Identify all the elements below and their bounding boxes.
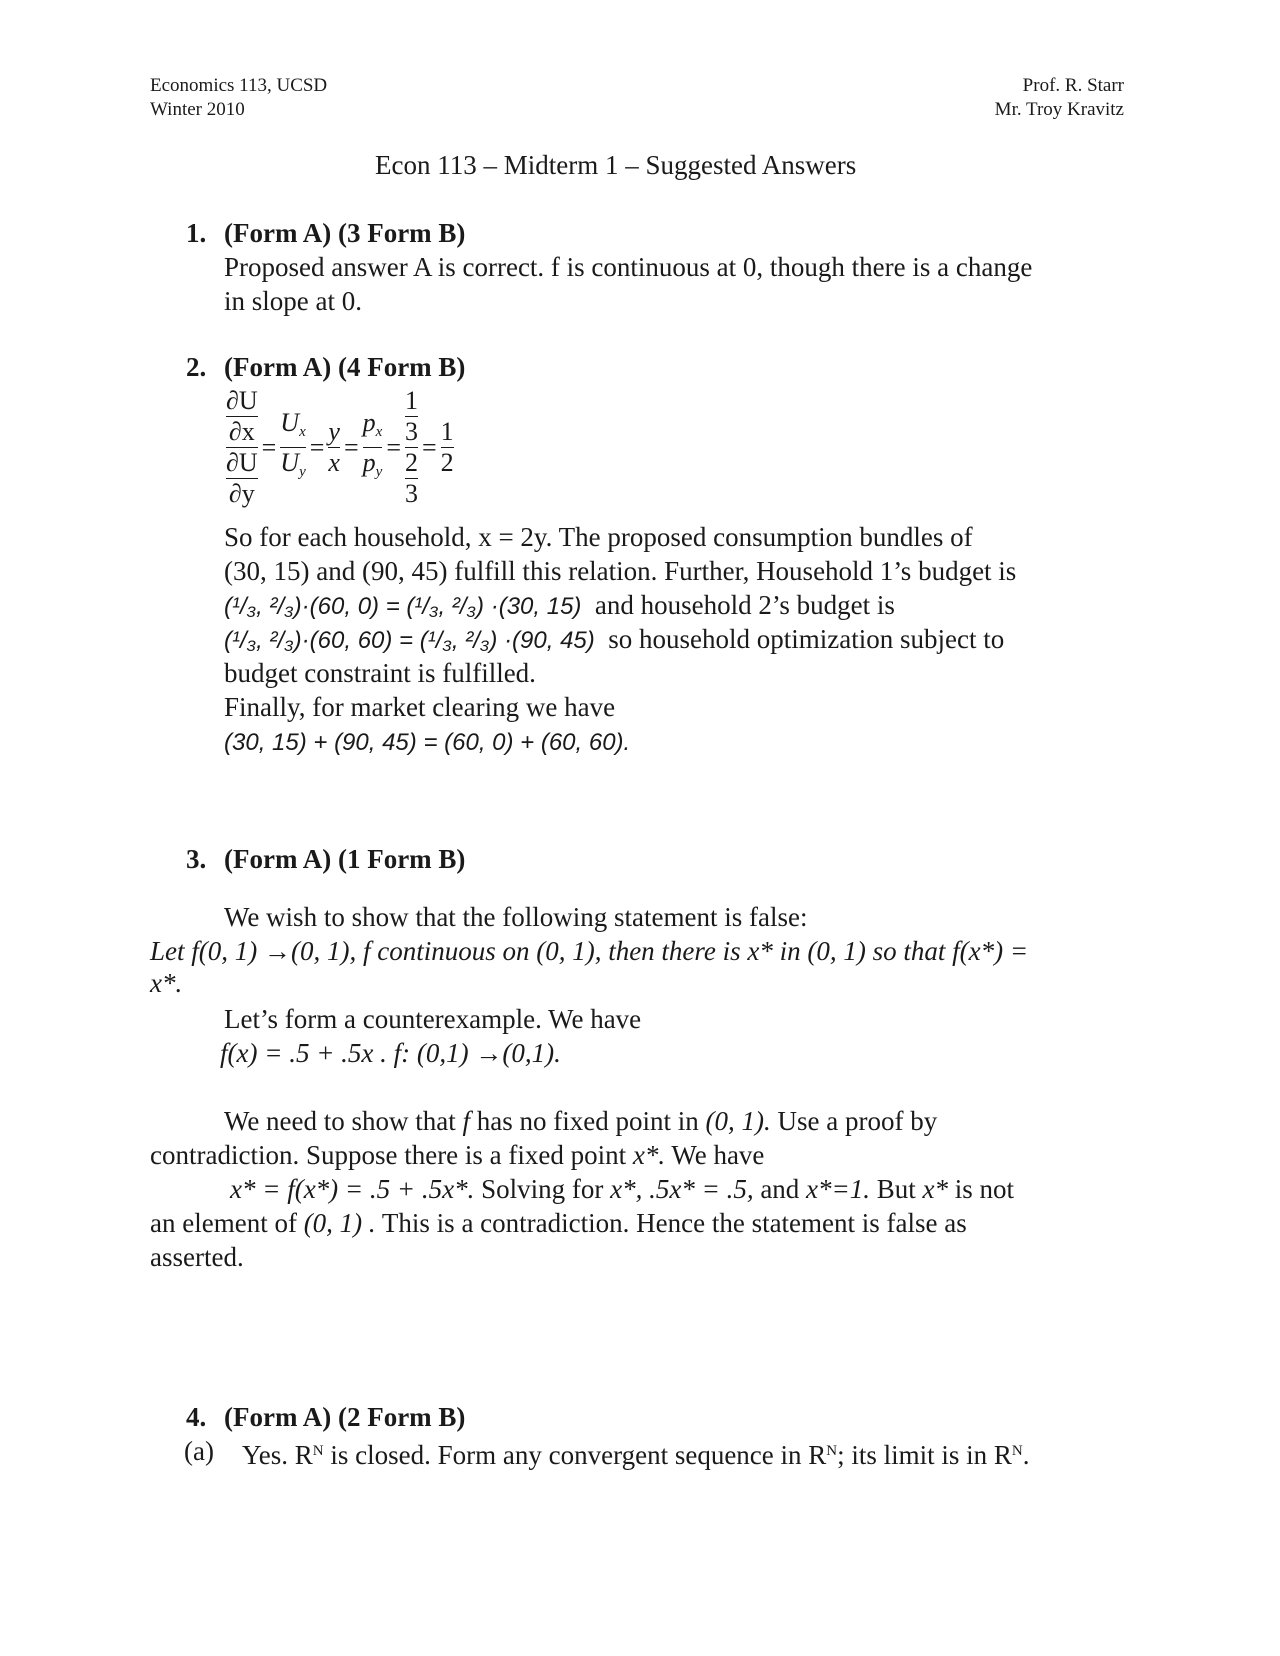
page-title: Econ 113 – Midterm 1 – Suggested Answers (375, 150, 857, 180)
q2-heading: (Form A) (4 Form B) (224, 352, 466, 382)
header-term: Winter 2010 (150, 99, 245, 120)
price-fraction: $\frac{p_x}{p_y}$ (362, 408, 383, 480)
q3-intro: We wish to show that the following statement is false: (224, 902, 808, 932)
q1-heading: (Form A) (3 Form B) (224, 218, 466, 248)
q3-heading: (Form A) (1 Form B) (224, 844, 466, 874)
q4-number: 4. (186, 1402, 207, 1432)
q4-part-a-label: (a) (184, 1436, 214, 1466)
q4-heading: (Form A) (2 Form B) (224, 1402, 466, 1432)
q1-number: 1. (186, 218, 207, 248)
q3-proof-line4: an element of (0, 1) . This is a contradiction. Hence the statement is false as (150, 1208, 967, 1238)
q3-proof-line2: contradiction. Suppose there is a fixed point x*. We have (150, 1140, 765, 1170)
q3-counterexample-text: Let’s form a counterexample. We have (224, 1004, 642, 1034)
marginal-utility-fraction: $\frac{U_x}{U_y}$ (280, 408, 306, 480)
q4-part-a-text: Yes. $R^N$ is closed. Form any convergent sequence in $R^N$; its limit is in $R^N$. (242, 1440, 1030, 1470)
q3-proof-line5: asserted. (150, 1242, 244, 1272)
header-course: Economics 113, UCSD (150, 75, 328, 96)
q3-proof-line3: x* = f(x*) = .5 + .5x*. Solving for x*, .5x* = .5, and x*=1. But x* is not (230, 1174, 1015, 1204)
q2-text-line6: Finally, for market clearing we have (224, 692, 616, 722)
q2-text-line1: So for each household, x = 2y. The proposed consumption bundles of (224, 522, 973, 552)
q2-text-line3: (¹/₃, ²/₃)·(60, 0) = (¹/₃, ²/₃) ·(30, 15) and household 2’s budget is (224, 590, 895, 620)
q1-text-line2: in slope at 0. (224, 286, 362, 316)
q2-number: 2. (186, 352, 207, 382)
ratio-fraction: $\frac{y}{x}$ (328, 417, 340, 477)
q3-function-def: f(x) = .5 + .5x . f: (0,1) →(0,1). (220, 1038, 561, 1068)
q2-market-clearing: (30, 15) + (90, 45) = (60, 0) + (60, 60). (224, 729, 631, 756)
header-prof: Prof. R. Starr (1022, 75, 1124, 96)
q2-mrs-equation: $\frac{\frac{\partial U}{\partial x}}{\frac{\partial U}{\partial y}}$ = $\frac{U_x}{U_y}$ = $\frac{y}{x}$ = $\frac{p_x}{p_y}$ = $\frac{\frac{1}{3}}{\frac{2}{3}}$ = $\frac{1}{2}$ (226, 386, 454, 508)
result-fraction: $\frac{1}{2}$ (440, 417, 454, 477)
q2-text-line2: (30, 15) and (90, 45) fulfill this relation. Further, Household 1’s budget is (224, 556, 1017, 586)
q3-proof-line1: We need to show that f has no fixed point in (0, 1). Use a proof by (224, 1106, 938, 1136)
q2-text-line5: budget constraint is fulfilled. (224, 658, 536, 688)
q1-text-line1: Proposed answer A is correct. f is continuous at 0, though there is a change (224, 252, 1033, 282)
q3-number: 3. (186, 844, 207, 874)
q3-statement-line1: Let f(0, 1) →(0, 1), f continuous on (0, 1), then there is x* in (0, 1) so that f(x*) = (150, 936, 1029, 966)
q3-statement-line2: x*. (150, 968, 183, 998)
header-ta: Mr. Troy Kravitz (994, 99, 1124, 120)
q2-text-line4: (¹/₃, ²/₃)·(60, 60) = (¹/₃, ²/₃) ·(90, 45) so household optimization subject to (224, 624, 1005, 654)
partial-fraction: $\frac{\frac{\partial U}{\partial x}}{\frac{\partial U}{\partial y}}$ (226, 386, 258, 508)
price-value-fraction: $\frac{\frac{1}{3}}{\frac{2}{3}}$ (404, 386, 418, 508)
